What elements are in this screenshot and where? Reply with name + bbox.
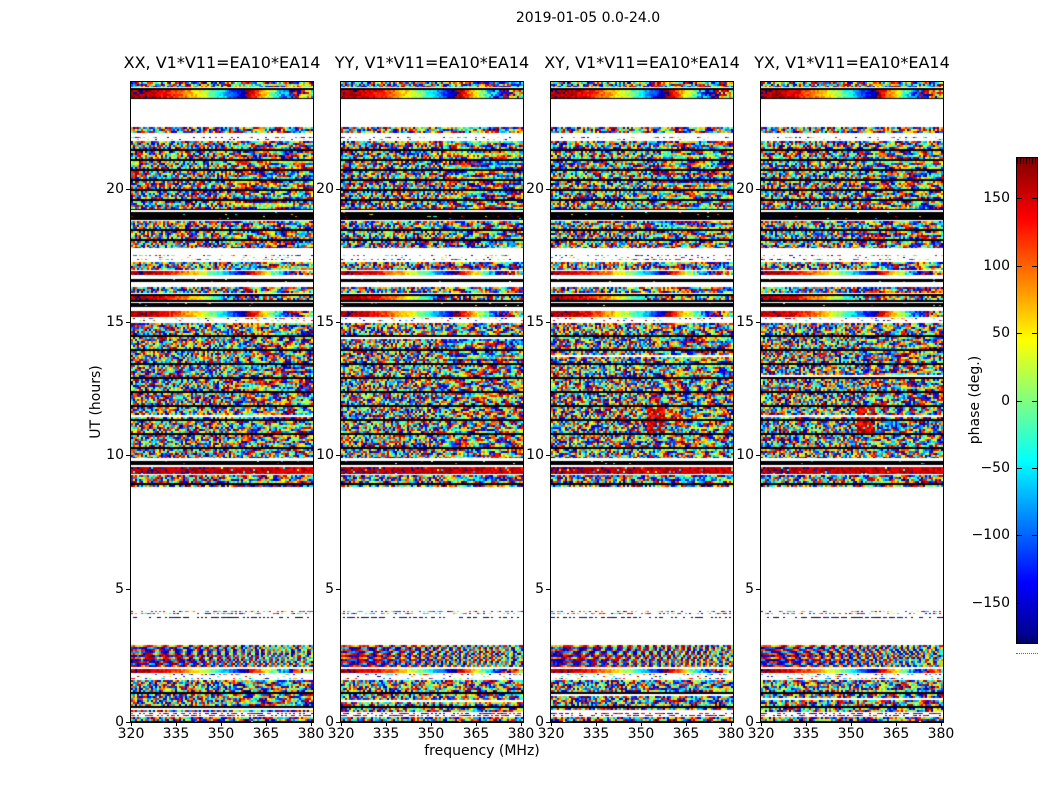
plot-frame-XX — [130, 81, 314, 723]
colorbar-tick-label: −50 — [980, 459, 1010, 476]
x-tick-label: 320 — [117, 726, 145, 742]
y-tick — [756, 589, 760, 590]
x-tick-label: 320 — [747, 726, 775, 742]
y-tick-label: 20 — [316, 180, 334, 197]
y-tick-label: 20 — [106, 180, 124, 197]
y-tick-label: 5 — [745, 580, 754, 597]
y-tick-label: 0 — [535, 714, 544, 730]
colorbar-tick-label: 0 — [1001, 392, 1010, 409]
panel-title-XX: XX, V1*V11=EA10*EA14 — [123, 53, 321, 72]
y-tick — [126, 455, 130, 456]
y-tick-label: 0 — [325, 714, 334, 730]
x-tick-label: 380 — [507, 726, 535, 742]
y-tick-label: 0 — [115, 714, 124, 730]
y-tick-label: 20 — [736, 180, 754, 197]
y-tick-label: 5 — [115, 580, 124, 597]
heatmap-canvas-YX — [761, 82, 943, 722]
x-axis-label: frequency (MHz) — [424, 743, 540, 759]
colorbar-tick — [1032, 468, 1037, 469]
colorbar-tick — [1032, 603, 1037, 604]
y-tick — [336, 455, 340, 456]
colorbar-label: phase (deg.) — [967, 355, 983, 445]
y-tick — [546, 189, 550, 190]
x-tick-label: 335 — [792, 726, 820, 742]
panel-title-YY: YY, V1*V11=EA10*EA14 — [334, 53, 530, 72]
colorbar-tick — [1032, 198, 1037, 199]
colorbar-tick — [1032, 266, 1037, 267]
y-tick-label: 10 — [106, 447, 124, 464]
y-tick — [756, 322, 760, 323]
x-tick-label: 335 — [162, 726, 190, 742]
panel-title-XY: XY, V1*V11=EA10*EA14 — [544, 53, 740, 72]
y-tick — [546, 455, 550, 456]
y-tick — [126, 589, 130, 590]
figure-title: 2019-01-05 0.0-24.0 — [515, 10, 661, 26]
y-tick — [756, 722, 760, 723]
y-tick-label: 5 — [325, 580, 334, 597]
x-tick-label: 365 — [672, 726, 700, 742]
y-tick-label: 15 — [736, 314, 754, 330]
y-tick — [126, 722, 130, 723]
colorbar-bottom-hatch — [1017, 637, 1037, 643]
y-tick — [546, 589, 550, 590]
y-tick-label: 20 — [526, 180, 544, 197]
colorbar-tick-label: 100 — [983, 257, 1010, 274]
y-tick — [546, 322, 550, 323]
y-tick — [336, 322, 340, 323]
y-tick-label: 0 — [745, 714, 754, 730]
colorbar-tick — [1017, 535, 1022, 536]
x-tick-label: 380 — [717, 726, 745, 742]
x-tick-label: 350 — [207, 726, 235, 742]
y-tick — [336, 189, 340, 190]
colorbar-tick — [1032, 401, 1037, 402]
colorbar-tick — [1017, 198, 1022, 199]
y-tick — [546, 722, 550, 723]
x-tick-label: 320 — [327, 726, 355, 742]
colorbar-tick — [1017, 333, 1022, 334]
colorbar-tick — [1017, 468, 1022, 469]
heatmap-canvas-XX — [131, 82, 313, 722]
colorbar-tick-label: 50 — [992, 325, 1010, 342]
x-tick-label: 350 — [837, 726, 865, 742]
plot-frame-XY — [550, 81, 734, 723]
colorbar-tick-label: 150 — [983, 190, 1010, 207]
colorbar-tick — [1017, 401, 1022, 402]
y-tick — [126, 322, 130, 323]
colorbar-tick — [1017, 603, 1022, 604]
x-tick-label: 335 — [582, 726, 610, 742]
x-tick-label: 380 — [927, 726, 955, 742]
y-tick-label: 15 — [526, 314, 544, 330]
colorbar-tick — [1017, 266, 1022, 267]
x-tick-label: 365 — [882, 726, 910, 742]
y-tick-label: 15 — [316, 314, 334, 330]
y-axis-label: UT (hours) — [88, 365, 104, 439]
x-tick-label: 365 — [252, 726, 280, 742]
colorbar-tick — [1032, 535, 1037, 536]
y-tick — [126, 189, 130, 190]
colorbar-extend-dots — [1016, 653, 1038, 654]
x-tick-label: 380 — [297, 726, 325, 742]
heatmap-canvas-YY — [341, 82, 523, 722]
y-tick — [336, 722, 340, 723]
y-tick-label: 10 — [316, 447, 334, 464]
colorbar-tick-label: −150 — [971, 594, 1010, 611]
heatmap-canvas-XY — [551, 82, 733, 722]
y-tick-label: 10 — [736, 447, 754, 464]
y-tick-label: 5 — [535, 580, 544, 597]
y-tick-label: 10 — [526, 447, 544, 464]
x-tick-label: 350 — [627, 726, 655, 742]
y-tick — [756, 455, 760, 456]
x-tick-label: 350 — [417, 726, 445, 742]
y-tick — [756, 189, 760, 190]
x-tick-label: 365 — [462, 726, 490, 742]
panel-title-YX: YX, V1*V11=EA10*EA14 — [754, 53, 950, 72]
plot-frame-YX — [760, 81, 944, 723]
colorbar-tick-label: −100 — [971, 527, 1010, 544]
y-tick — [336, 589, 340, 590]
y-tick-label: 15 — [106, 314, 124, 330]
colorbar-tick — [1032, 333, 1037, 334]
colorbar-top-hatch — [1017, 158, 1037, 164]
plot-frame-YY — [340, 81, 524, 723]
x-tick-label: 335 — [372, 726, 400, 742]
x-tick-label: 320 — [537, 726, 565, 742]
